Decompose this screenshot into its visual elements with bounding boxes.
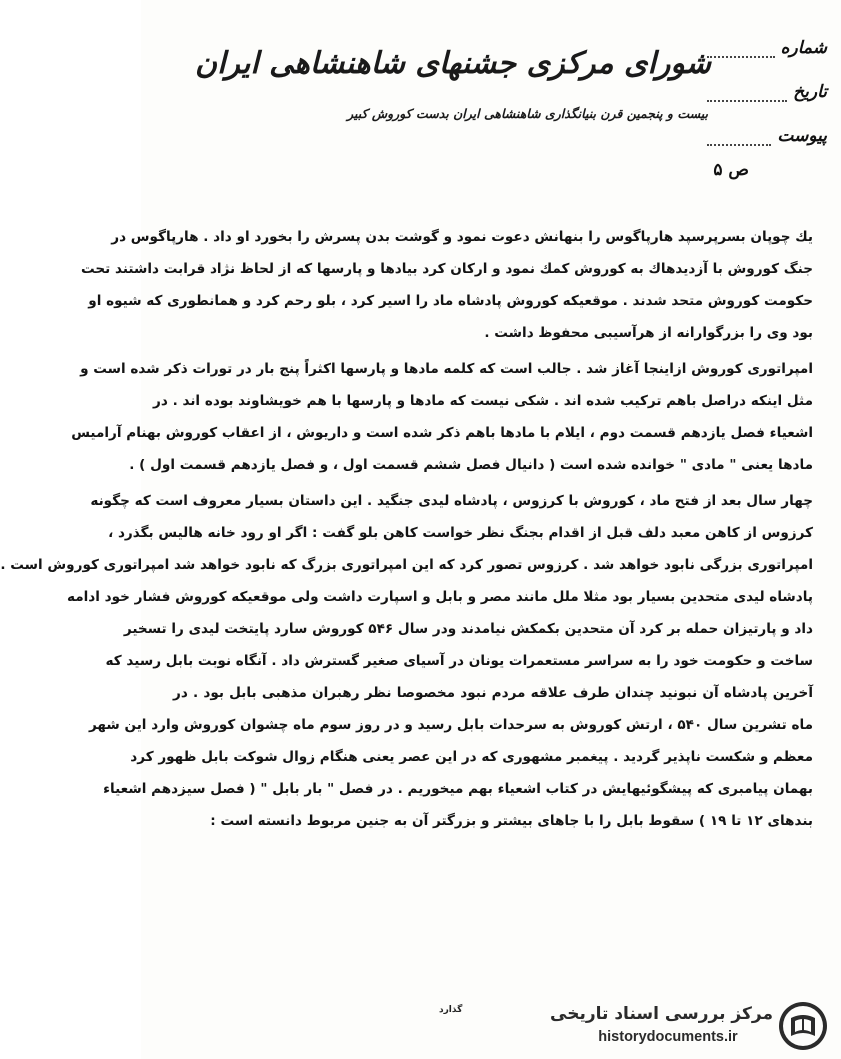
body-line: ساخت و حکومت خود را به سراسر مستعمرات یونان در آسیای صغیر گسترش داد . آنگاه نوبت بابل رسید که — [105, 653, 813, 669]
body-line: آخرین پادشاه آن نبونید چندان طرف علاقه مردم نبود مخصوصا نظر رهبران مذهبی بابل بود . در — [173, 685, 813, 701]
body-line: بندهای ۱۲ تا ۱۹ ) سقوط بابل را با جاهای بیشتر و بزرگتر آن به جنین مربوط دانسته است : — [210, 813, 813, 829]
meta-date-label: تاریخ — [793, 82, 827, 102]
meta-number-label: شماره — [780, 38, 827, 58]
body-line: بهمان پیامبری که پیشگوئیهایش در کتاب اشعیاء بهم میخوریم . در فصل " بار بابل " ( فصل سیزدهم اشعیاء — [103, 781, 813, 797]
page-number: ص ۵ — [713, 160, 749, 180]
document-body — [0, 222, 813, 838]
meta-attachment-dots — [707, 130, 771, 146]
body-line: ماه تشرین سال ۵۴۰ ، ارتش کوروش به سرحدات بابل رسید و در روز سوم ماه چشوان کوروش وارد این شهر — [88, 717, 813, 733]
body-line: مثل اینکه دراصل باهم ترکیب شده اند . شکی نیست که مادها و پارسها با هم خویشاوند بوده اند . در — [153, 393, 813, 409]
meta-date-dots — [707, 86, 787, 102]
body-line: پادشاه لیدی متحدین بسیار بود مثلا ملل مانند مصر و بابل و اسپارت داشت ولی موقعیکه کوروش فشار خود ادامه — [66, 589, 813, 605]
body-line: معظم و شکست ناپذیر گردید . پیغمبر مشهوری که در این عصر یعنی هنگام زوال شوکت بابل ظهور کرد — [130, 749, 813, 765]
watermark-text-fa: مرکز بررسی اسناد تاریخی — [550, 1004, 773, 1024]
body-line: بود وی را بزرگوارانه از هرآسیبی محفوظ داشت . — [484, 325, 813, 341]
watermark — [550, 1000, 829, 1054]
body-line: مادها یعنی " مادی " خوانده شده است ( دانیال فصل ششم قسمت اول ، و فصل یازدهم قسمت اول ) . — [129, 457, 813, 473]
body-line: امپراتوری کوروش ازاینجا آغاز شد . جالب است که کلمه مادها و پارسها اکثراً پنج بار در تورات ذکر شده است و — [80, 361, 813, 377]
body-line: یك چوپان بسرپرسپد هارپاگوس را بنهانش دعوت نمود و گوشت بدن پسرش را بخورد او داد . هارپاگوس در — [111, 229, 813, 245]
letterhead-subtitle: بیست و پنجمین قرن بنیانگذاری شاهنشاهی ایران بدست کوروش کبیر — [347, 106, 708, 121]
meta-attachment-label: پیوست — [777, 126, 827, 146]
body-line: جنگ کوروش با آزدیدهاك به کوروش کمك نمود و ارکان کرد بیادها و پارسها که از لحاظ نژاد قرابت داشتند تحت — [81, 261, 813, 277]
watermark-text-en: historydocuments.ir — [598, 1029, 738, 1045]
interline-correction: گذارد — [439, 1005, 463, 1015]
body-line: حکومت کوروش متحد شدند . موقعیکه کوروش پادشاه ماد را اسیر کرد ، بلو رحم کرد و همانطوری که شیوه او — [88, 293, 813, 309]
meta-number-row — [707, 30, 827, 58]
archive-logo-icon — [777, 1000, 829, 1052]
meta-number-dots — [707, 42, 775, 58]
body-line: امپراتوری بزرگی نابود خواهد شد . کرزوس تصور کرد که این امپراتوری بزرگ که نابود خواهد شد امپراتوری کوروش است . — [0, 557, 813, 573]
meta-attachment-row — [707, 118, 827, 146]
letterhead-title: شورای مرکزی جشنهای شاهنشاهی ایران — [195, 46, 711, 81]
body-line: کرزوس از کاهن معبد دلف قبل از اقدام بجنگ نظر خواست کاهن بلو گفت : اگر او رود خانه هالیس بگذرد ، — [108, 525, 813, 541]
body-line: اشعیاء فصل یازدهم قسمت دوم ، ایلام با مادها باهم ذکر شده است و داریوش ، از اعقاب کوروش بهنام آرامیس — [71, 425, 813, 441]
body-line: چهار سال بعد از فتح ماد ، کوروش با کرزوس ، پادشاه لیدی جنگید . این داستان بسیار معروف است که چگونه — [90, 493, 813, 509]
body-line: داد و پارتیزان حمله بر کرد آن متحدین بکمکش نیامدند ودر سال ۵۴۶ کوروش سارد پایتخت لیدی را تسخیر — [123, 621, 813, 637]
meta-date-row — [707, 74, 827, 102]
